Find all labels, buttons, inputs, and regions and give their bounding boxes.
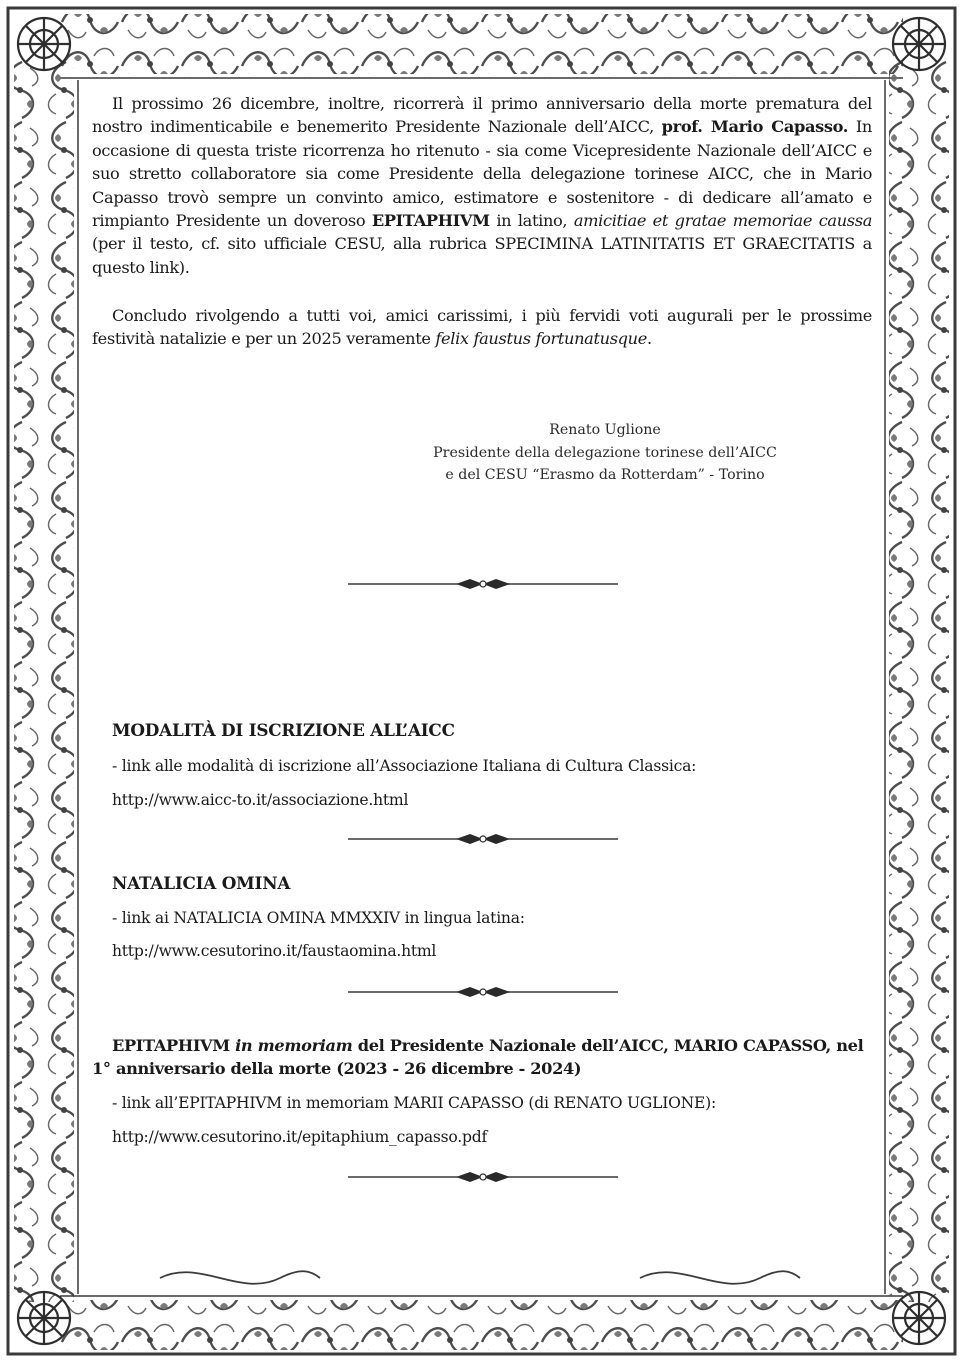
text-run: . xyxy=(647,329,652,349)
text-run: (per il testo, cf. sito ufficiale CESU, alla rubrica SPECIMINA LATINITATIS ET GRAECITATIS a questo link). xyxy=(92,234,872,277)
section-title-epitaphium xyxy=(92,1034,872,1080)
signature-name: Renato Uglione xyxy=(549,422,661,438)
italic-phrase: in memoriam xyxy=(235,1036,353,1055)
bold-epitaphium: EPITAPHIVM xyxy=(371,211,490,231)
ornamental-separator xyxy=(338,577,628,591)
text-run: Concludo rivolgendo a tutti voi, amici carissimi, i più fervidi voti augurali per le prossime festività natalizie e per un 2025 veramente xyxy=(92,306,872,349)
bold-name: prof. Mario Capasso. xyxy=(661,117,849,137)
signature-block xyxy=(420,419,790,487)
url-link[interactable]: http://www.cesutorino.it/faustaomina.html xyxy=(112,942,437,960)
section-desc-iscrizione: - link alle modalità di iscrizione all’Associazione Italiana di Cultura Classica: xyxy=(112,757,697,775)
link-iscrizione[interactable] xyxy=(112,791,408,809)
text-run: EPITAPHIVM xyxy=(112,1036,236,1055)
link-natalicia[interactable] xyxy=(112,942,436,960)
paragraph-wishes xyxy=(92,304,872,351)
ornamental-separator xyxy=(338,1170,628,1184)
italic-latin-phrase: felix faustus fortunatusque xyxy=(435,329,647,349)
url-link[interactable]: http://www.cesutorino.it/epitaphium_capasso.pdf xyxy=(112,1128,487,1146)
text-run: Il prossimo 26 dicembre, inoltre, ricorrerà il primo anniversario della morte prematura del nostro indimenticabile e benemerito Presidente Nazionale dell’AICC, xyxy=(92,94,872,137)
section-desc-epitaphium: - link all’EPITAPHIVM in memoriam MARII CAPASSO (di RENATO UGLIONE): xyxy=(112,1094,716,1112)
ornamental-separator xyxy=(338,832,628,846)
section-title-natalicia: NATALICIA OMINA xyxy=(112,873,291,893)
signature-role: e del CESU “Erasmo da Rotterdam” - Torino xyxy=(445,467,765,483)
link-epitaphium[interactable] xyxy=(112,1128,487,1146)
text-run: In occasione di questa triste ricorrenza ho ritenuto - sia come Vicepresidente Nazionale dell’AICC e suo stretto collaboratore sia come Presidente della delegazione torinese AICC, che in Mario Capasso trovò sempre un convinto amico, estimatore e sostenitore - di dedicare all’amato e rimpianto Presidente un doveroso xyxy=(92,117,872,231)
url-link[interactable]: http://www.aicc-to.it/associazione.html xyxy=(112,791,409,809)
section-title-iscrizione: MODALITÀ DI ISCRIZIONE ALL’AICC xyxy=(112,720,455,740)
italic-latin-phrase: amicitiae et gratae memoriae caussa xyxy=(573,211,872,231)
paragraph-anniversary xyxy=(92,92,872,279)
text-run: del Presidente Nazionale dell’AICC, MARIO CAPASSO, nel 1° anniversario della morte (2023 - 26 dicembre - 2024) xyxy=(92,1036,864,1078)
ornamental-separator xyxy=(338,985,628,999)
text-run: in latino, xyxy=(489,211,574,231)
signature-role: Presidente della delegazione torinese dell’AICC xyxy=(433,444,777,461)
section-desc-natalicia: - link ai NATALICIA OMINA MMXXIV in lingua latina: xyxy=(112,909,525,927)
